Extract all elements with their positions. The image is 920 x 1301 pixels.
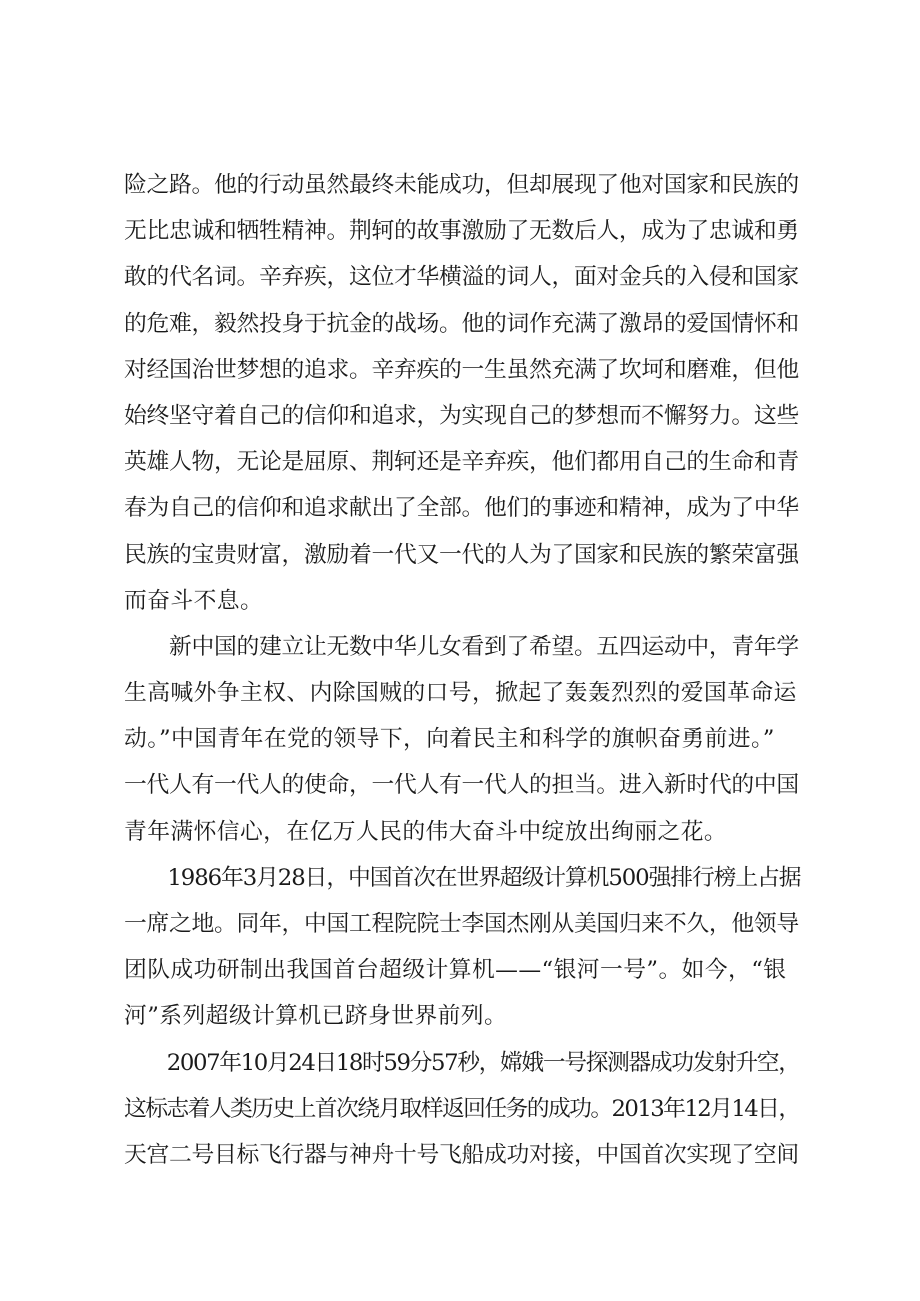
text-line: 一席之地。同年，中国工程院院士李国杰刚从美国归来不久，他领导: [124, 911, 799, 937]
text-line: 这标志着人类历史上首次绕月取样返回任务的成功。2013年12月14日，: [124, 1095, 800, 1122]
text-line: 团队成功研制出我国首台超级计算机——“银河一号”。如今，“银: [124, 957, 787, 984]
text-line: 动。”中国青年在党的领导下，向着民主和科学的旗帜奋勇前进。”: [124, 726, 775, 753]
paragraph-1: [124, 162, 800, 624]
text-line: 春为自己的信仰和追求献出了全部。他们的事迹和精神，成为了中华: [124, 495, 799, 522]
paragraph-3: [124, 855, 800, 1040]
paragraph-4: [124, 1040, 800, 1179]
text-line: 1986年3月28日，中国首次在世界超级计算机500强排行榜上占据: [124, 864, 801, 891]
paragraph-2: [124, 624, 800, 855]
text-line: 险之路。他的行动虽然最终未能成功，但却展现了他对国家和民族的: [124, 172, 799, 198]
text-line: 无比忠诚和牺牲精神。荆轲的故事激励了无数后人，成为了忠诚和勇: [124, 218, 799, 245]
text-line: 河”系列超级计算机已跻身世界前列。: [124, 1003, 508, 1030]
text-line: 民族的宝贵财富，激励着一代又一代的人为了国家和民族的繁荣富强: [124, 541, 799, 568]
text-line: 的危难，毅然投身于抗金的战场。他的词作充满了激昂的爱国情怀和: [124, 310, 799, 337]
text-line: 新中国的建立让无数中华儿女看到了希望。五四运动中，青年学: [124, 633, 799, 660]
text-line: 2007年10月24日18时59分57秒，嫦娥一号探测器成功发射升空，: [124, 1049, 800, 1076]
text-line: 一代人有一代人的使命，一代人有一代人的担当。进入新时代的中国: [124, 772, 799, 799]
text-line: 天宫二号目标飞行器与神舟十号飞船成功对接，中国首次实现了空间: [124, 1141, 799, 1168]
text-line: 生高喊外争主权、内除国贼的口号，掀起了轰轰烈烈的爱国革命运: [124, 680, 797, 707]
text-line: 始终坚守着自己的信仰和追求，为实现自己的梦想而不懈努力。这些: [124, 402, 799, 429]
text-line: 青年满怀信心，在亿万人民的伟大奋斗中绽放出绚丽之花。: [124, 818, 728, 845]
text-line: 英雄人物，无论是屈原、荆轲还是辛弃疾，他们都用自己的生命和青: [124, 449, 799, 476]
document-body: [124, 162, 800, 1178]
text-line: 敢的代名词。辛弃疾，这位才华横溢的词人，面对金兵的入侵和国家: [124, 264, 799, 291]
text-line: 而奋斗不息。: [124, 587, 264, 614]
text-line: 对经国治世梦想的追求。辛弃疾的一生虽然充满了坎坷和磨难，但他: [124, 356, 799, 383]
